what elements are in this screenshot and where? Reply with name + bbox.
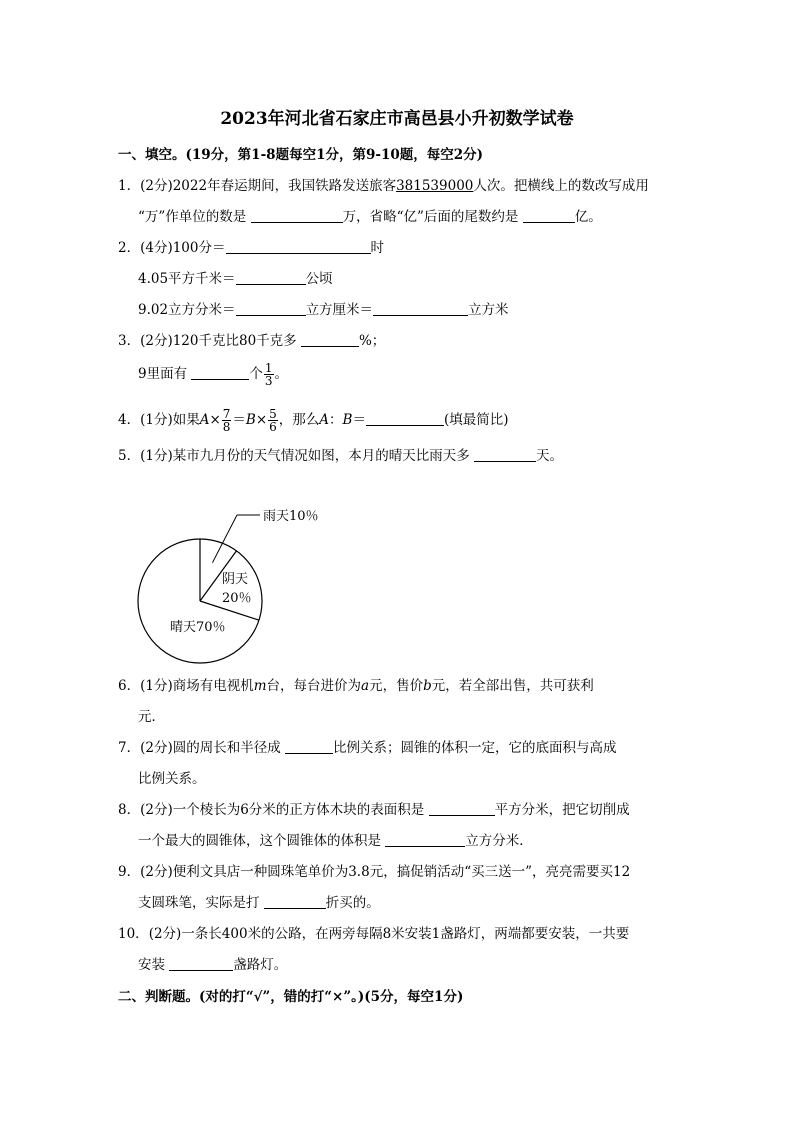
section2-heading: 二、判断题。(对的打“√”，错的打“×”。)(5分，每空1分) bbox=[118, 989, 464, 1005]
question-8: 8．(2分)一个棱长为6分米的正方体木块的表面积是 平方分米，把它切削成 bbox=[118, 802, 630, 818]
question-10-line2: 安装 盏路灯。 bbox=[138, 957, 288, 973]
question-3: 3．(2分)120千克比80千克多 %； bbox=[118, 333, 386, 349]
question-5: 5．(1分)某市九月份的天气情况如图，本月的晴天比雨天多 天。 bbox=[118, 448, 564, 464]
page-title: 2023年河北省石家庄市高邑县小升初数学试卷 bbox=[220, 109, 574, 129]
question-7: 7．(2分)圆的周长和半径成 比例关系；圆锥的体积一定，它的底面积与高成 bbox=[118, 740, 617, 756]
pie-label-rain: 雨天10％ bbox=[263, 509, 319, 524]
question-1-line2: “万”作单位的数是 万，省略“亿”后面的尾数约是 亿。 bbox=[138, 209, 602, 225]
answer-blank[interactable] bbox=[301, 333, 359, 347]
section1-heading: 一、填空。(19分，第1-8题每空1分，第9-10题，每空2分) bbox=[118, 147, 484, 163]
answer-blank[interactable] bbox=[474, 448, 536, 462]
question-6-line2: 元． bbox=[138, 709, 165, 725]
answer-blank[interactable] bbox=[285, 740, 333, 754]
answer-blank[interactable] bbox=[236, 302, 306, 316]
pie-label-cloudy-percent: 20％ bbox=[222, 591, 252, 606]
question-2-b: 4.05平方千米＝ 公顷 bbox=[138, 271, 333, 287]
answer-blank[interactable] bbox=[385, 833, 465, 847]
question-1: 1．(2分)2022年春运期间，我国铁路发送旅客381539000人次。把横线上的数改写成用 bbox=[118, 178, 649, 194]
underlined-number: 381539000 bbox=[396, 178, 474, 194]
pie-label-cloudy: 阴天 bbox=[222, 572, 249, 587]
question-10: 10．(2分)一条长400米的公路，在两旁每隔8米安装1盏路灯，两端都要安装，一共要 bbox=[118, 926, 630, 942]
question-9-line2: 支圆珠笔，实际是打 折买的。 bbox=[138, 895, 380, 911]
answer-blank[interactable] bbox=[169, 957, 233, 971]
answer-blank[interactable] bbox=[226, 240, 371, 254]
question-6: 6．(1分)商场有电视机m台，每台进价为a元，售价b元，若全部出售，共可获利 bbox=[118, 678, 594, 694]
question-4: 4．(1分)如果A× $\frac{7}{8}$ ＝B× $\frac{5}{6}$ ，那么A：B＝ (填最简比) bbox=[118, 407, 509, 434]
answer-blank[interactable] bbox=[523, 209, 575, 223]
question-7-line2: 比例关系。 bbox=[138, 771, 206, 787]
question-3-b: 9里面有 个 $\frac{1}{3}$ 。 bbox=[138, 361, 289, 388]
answer-blank[interactable] bbox=[366, 412, 444, 426]
answer-blank[interactable] bbox=[264, 895, 326, 909]
pie-label-sunny: 晴天70％ bbox=[170, 620, 226, 635]
question-2-c: 9.02立方分米＝ 立方厘米＝ 立方米 bbox=[138, 302, 509, 318]
answer-blank[interactable] bbox=[429, 802, 495, 816]
answer-blank[interactable] bbox=[251, 209, 343, 223]
question-2: 2．(4分)100分＝ 时 bbox=[118, 240, 384, 256]
question-score: (2分) bbox=[140, 178, 173, 194]
answer-blank[interactable] bbox=[236, 271, 306, 285]
question-8-line2: 一个最大的圆锥体，这个圆锥体的体积是 立方分米． bbox=[138, 833, 533, 849]
answer-blank[interactable] bbox=[191, 366, 249, 380]
weather-pie-chart bbox=[130, 495, 360, 670]
question-number: 1． bbox=[118, 178, 141, 194]
answer-blank[interactable] bbox=[373, 302, 468, 316]
fraction: $\frac{1}{3}$ bbox=[264, 361, 273, 388]
question-9: 9．(2分)便利文具店一种圆珠笔单价为3.8元，搞促销活动“买三送一”，亮亮需要买12 bbox=[118, 864, 631, 880]
